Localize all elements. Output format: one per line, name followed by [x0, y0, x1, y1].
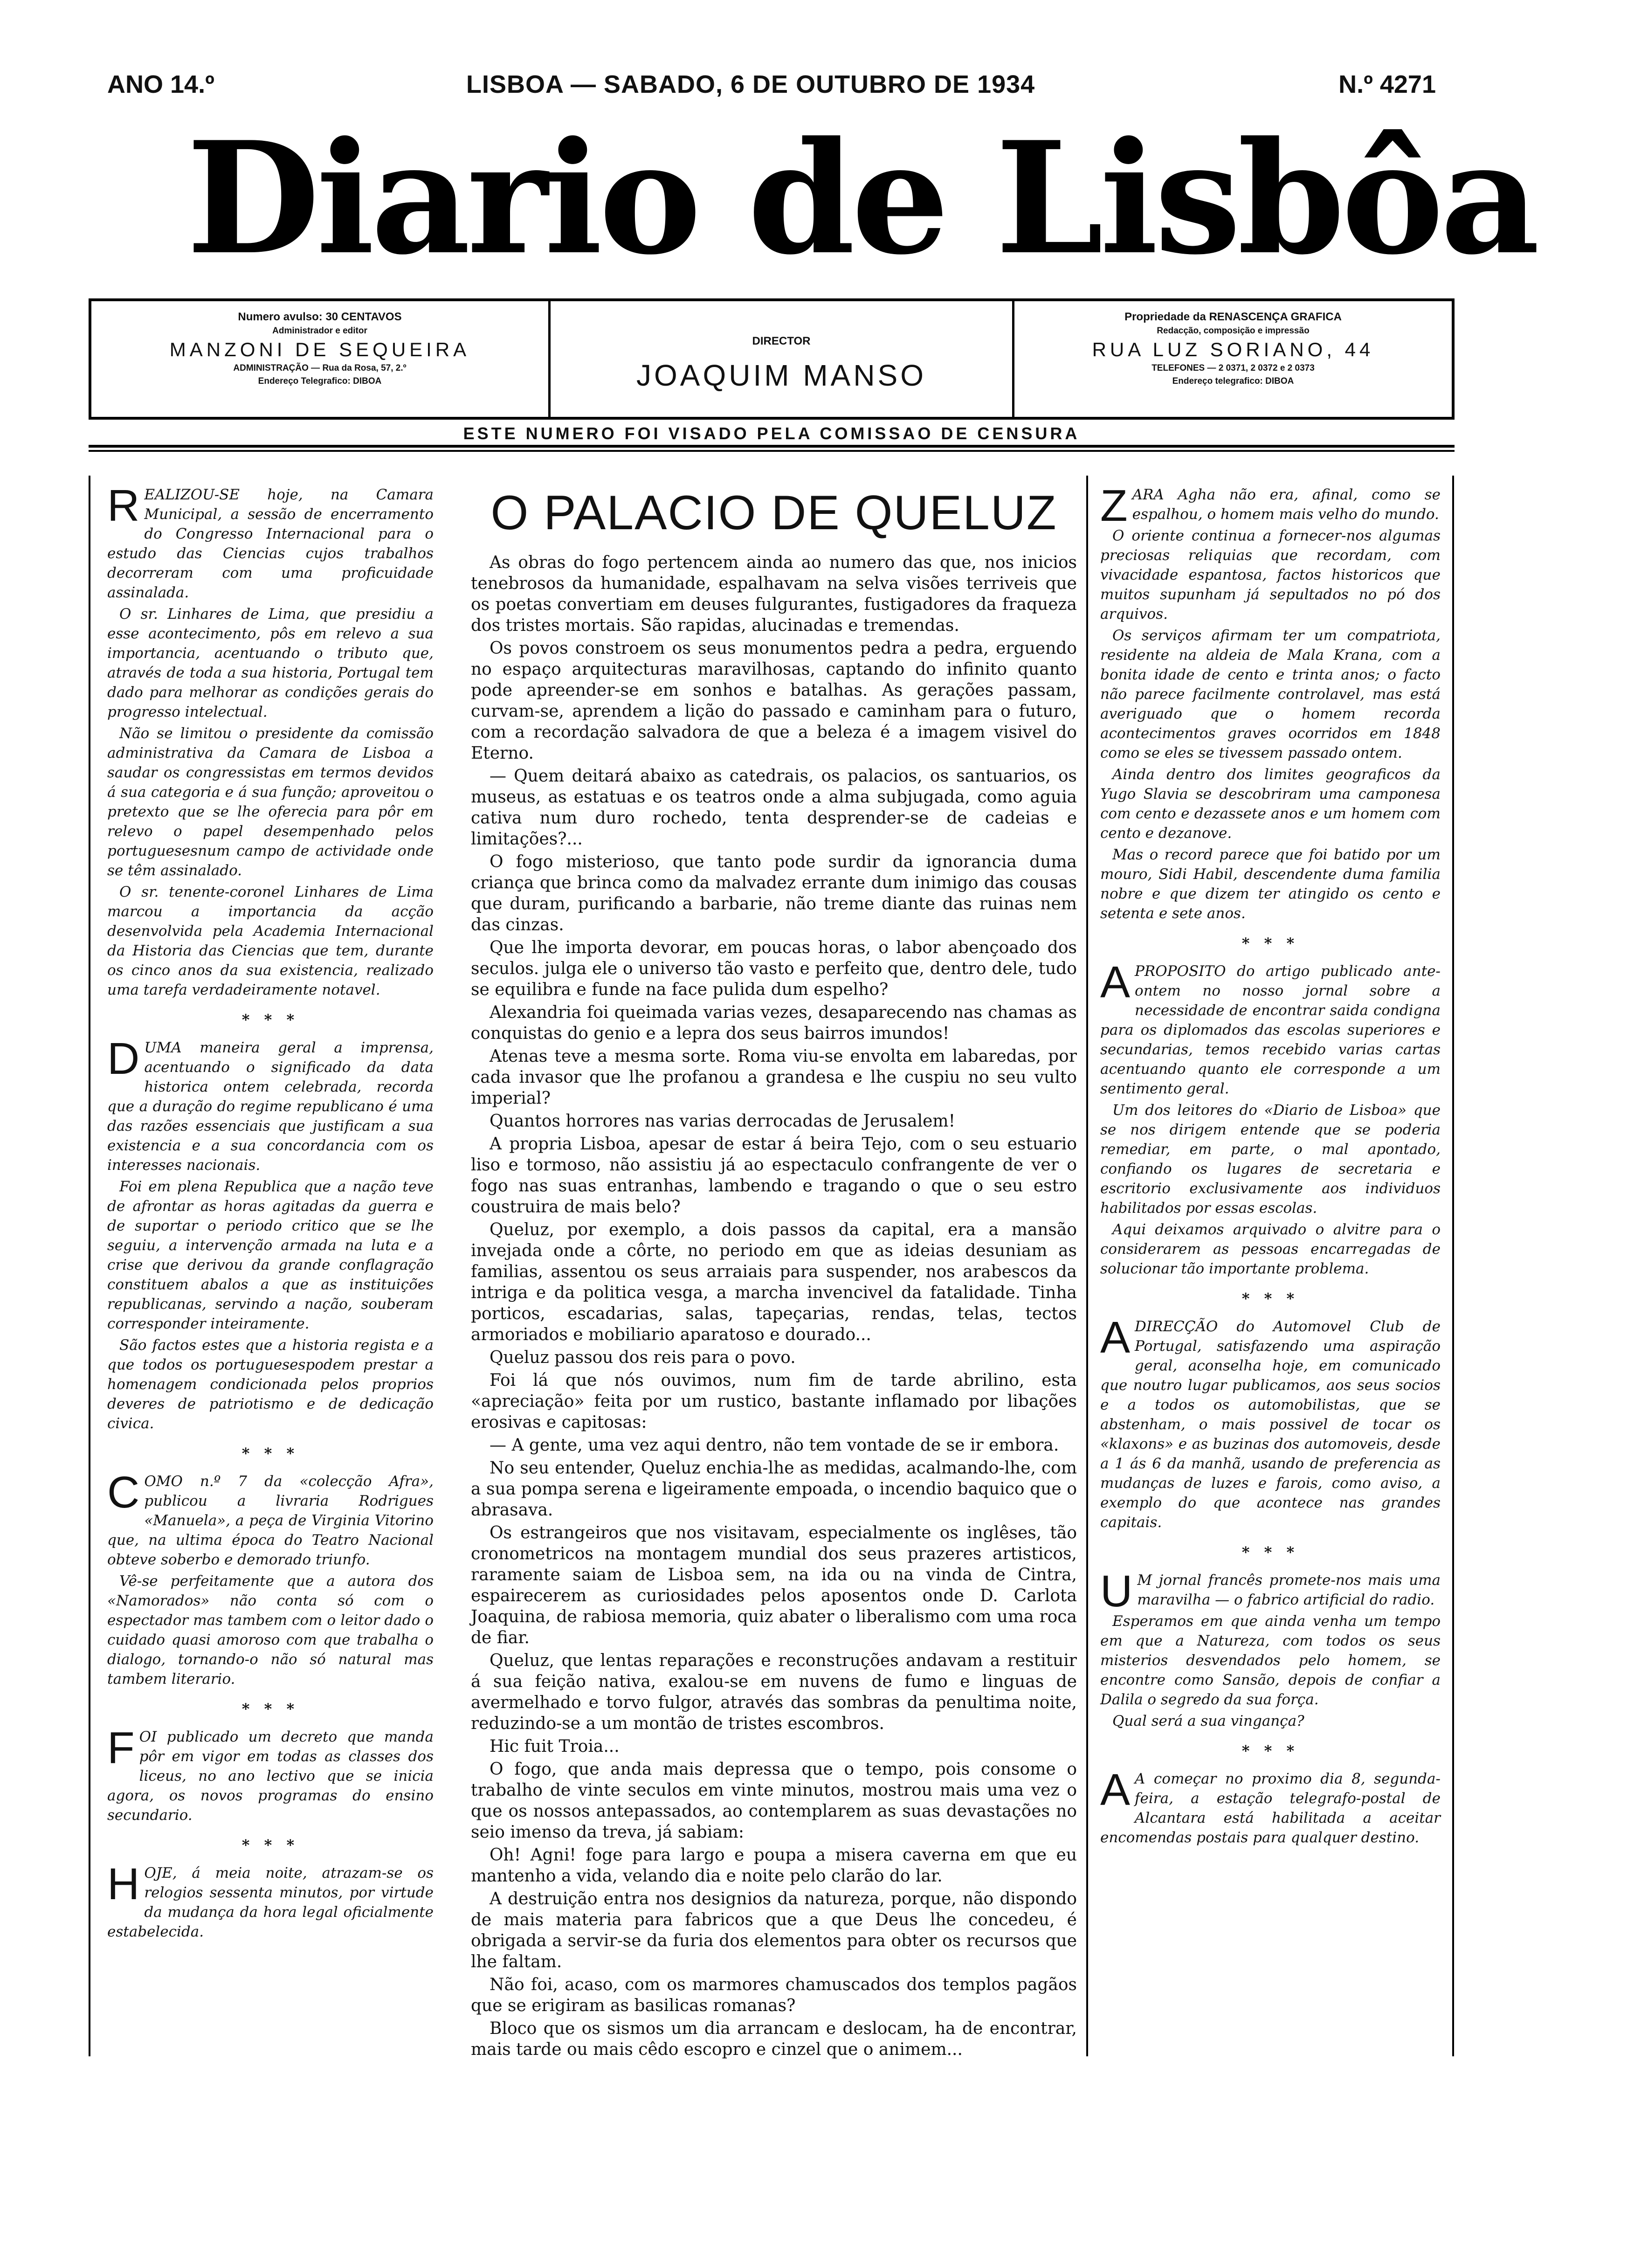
drop-cap: F [107, 1723, 135, 1773]
news-item-lead [107, 481, 434, 602]
drop-cap: C [107, 1467, 140, 1517]
drop-cap: R [107, 481, 140, 531]
news-item-paragraph: Um dos leitores do «Diario de Lisboa» que se nos dirigem entende que se poderia remediar, em parte, o mal apontado, confiando os lugares de secretaria e escritorio exclusivamente aos individuos habilitados por essas escolas. [1100, 1102, 1441, 1217]
news-item-lead [107, 1467, 434, 1570]
news-item [1100, 481, 1441, 923]
article-paragraph: Os estrangeiros que nos visitavam, especialmente os inglêses, tão cronometricos na montagem mundial dos seus prazeres artisticos, raramente saiam de Lisboa sem, na ida ou na vinda de Cintra, espairecerem as curiosidades pelos aposentos onde D. Carlota Joaquina, de rabiosa memoria, quiz abater o liberalismo com uma roca de fiar. [471, 1523, 1077, 1647]
masthead-title: Diario de Lisbôa [186, 108, 1537, 289]
news-item-text: OJE, á meia noite, atrazam-se os relogios sessenta minutos, por virtude da mudança da hora legal oficialmente estabelecida. [107, 1865, 434, 1940]
article-paragraph: Queluz, que lentas reparações e reconstruções andavam a restituir á sua feição nativa, exalou-se em nuvens de fumo e linguas de avermelhado e torvo fulgor, através das sombras da penultima noite, reduzindo-se a um montão de tristes escombros. [471, 1651, 1077, 1733]
article-body [471, 552, 1077, 2060]
censorship-notice: ESTE NUMERO FOI VISADO PELA COMISSAO DE CENSURA [89, 420, 1455, 448]
news-item-lead [107, 1859, 434, 1942]
top-line [107, 70, 1436, 107]
news-item [107, 1467, 434, 1689]
article-paragraph: Quantos horrores nas varias derrocadas de Jerusalem! [490, 1112, 956, 1131]
news-item [107, 481, 434, 1000]
redaction-address: RUA LUZ SORIANO, 44 [1092, 339, 1374, 360]
admin-address: ADMINISTRAÇÃO — Rua da Rosa, 57, 2.º [233, 363, 407, 373]
news-item-text: OI publicado um decreto que manda pôr em vigor em todas as classes dos liceus, no ano lectivo que se inicia agora, os novos programas do ensino secundario. [107, 1729, 434, 1824]
news-item-paragraph: Qual será a sua vingança? [1112, 1713, 1304, 1729]
drop-cap: Z [1100, 481, 1128, 531]
news-item-text: EALIZOU-SE hoje, na Camara Municipal, a sessão de encerramento do Congresso Internacional para o estudo das Ciencias cujos trabalhos decorreram com uma proficuidade assinalada. [107, 486, 434, 601]
news-item-lead [1100, 957, 1441, 1099]
article-paragraph: Que lhe importa devorar, em poucas horas, o labor abençoado dos seculos. julga ele o universo tão vasto e perfeito que, dentro dele, tudo se equilibra e funde na face pulida dum espelho? [471, 938, 1077, 999]
info-right [1014, 301, 1452, 417]
admin-role: Administrador e editor [272, 326, 367, 336]
separator-stars: * * * [1241, 1742, 1299, 1760]
news-item [1100, 957, 1441, 1279]
separator-stars: * * * [1241, 934, 1299, 952]
news-item-paragraph: Ainda dentro dos limites geograficos da Yugo Slavia se descobriram uma camponesa com cento e dezassete anos e um homem com cento e dezanove. [1100, 766, 1441, 842]
news-item [107, 1034, 434, 1433]
info-box [89, 298, 1455, 420]
top-rule [89, 450, 1455, 452]
article-paragraph: O fogo, que anda mais depressa que o tempo, pois consome o trabalho de vinte seculos em vinte minutos, mostrou mais uma vez o que os nossos antepassados, ao contemplarem as suas devastações no seio imenso da treva, já sabiam: [471, 1760, 1077, 1842]
info-center [548, 301, 1014, 417]
article-paragraph: — A gente, uma vez aqui dentro, não tem vontade de se ir embora. [490, 1436, 1059, 1455]
price-line: Numero avulso: 30 CENTAVOS [238, 311, 402, 323]
drop-cap: D [107, 1034, 140, 1084]
news-item-paragraph: Aqui deixamos arquivado o alvitre para o considerarem as pessoas encarregadas de solucionar tão importante problema. [1100, 1221, 1441, 1277]
news-item [1100, 1566, 1441, 1731]
issue-number: N.º 4271 [1338, 70, 1436, 98]
news-item-paragraph: O oriente continua a fornecer-nos algumas preciosas reliquias que recordam, com vivacidade espantosa, factos historicos que muitos supunham já sepultados no pó dos arquivos. [1100, 527, 1441, 622]
news-item [107, 1723, 434, 1825]
news-item-text: PROPOSITO do artigo publicado ante-ontem no nosso jornal sobre a necessidade de encontrar saida condigna para os diplomados das escolas superiores e secundarias, temos recebido varias cartas acentuando quanto ele corresponde a um sentimento geral. [1100, 963, 1441, 1097]
news-item-text: M jornal francês promete-nos mais uma maravilha — o fabrico artificial do radio. [1137, 1572, 1441, 1608]
news-item-paragraph: Mas o record parece que foi batido por um mouro, Sidi Habil, descendente duma familia nobre e que dizem ter atingido os cento e setenta e sete anos. [1100, 846, 1441, 922]
news-item-lead [1100, 481, 1441, 531]
news-item-text: ARA Agha não era, afinal, como se espalhou, o homem mais velho do mundo. [1132, 486, 1441, 523]
article-paragraph: A propria Lisboa, apesar de estar á beira Tejo, com o seu estuario liso e tormoso, não assistiu já ao espectaculo confrangente de ver o fogo nas suas entranhas, lambendo e tragando o que o seu estro coustruira de mais belo? [471, 1134, 1077, 1217]
news-item-lead [107, 1034, 434, 1175]
news-item-paragraph: Os serviços afirmam ter um compatriota, residente na aldeia de Mala Krana, com a bonita idade de cento e trinta anos; o facto não parece facilmente controlavel, mas está averiguado que o homem recorda acontecimentos graves ocorridos em 1848 como se eles se tivessem passado ontem. [1100, 627, 1441, 761]
admin-telegraph: Endereço Telegrafico: DIBOA [258, 376, 382, 386]
news-item-paragraph: O sr. Linhares de Lima, que presidiu a esse acontecimento, pôs em relevo a sua importancia, acentuando o tributo que, através de toda a sua historia, Portugal tem dado para melhorar as condições gerais do progresso intelectual. [107, 606, 434, 720]
article-headline: O PALACIO DE QUELUZ [490, 486, 1057, 540]
article-paragraph: A destruição entra nos designios da natureza, porque, não dispondo de mais materia para fabricos que a que Deus lhe concedeu, é obrigada a servir-se da furia dos elementos para obter os recursos que lhe faltam. [471, 1889, 1077, 1971]
article-paragraph: Oh! Agni! foge para largo e poupa a misera caverna em que eu mantenho a vida, velando dia e noite pelo clarão do lar. [471, 1846, 1077, 1886]
news-item-paragraph: Foi em plena Republica que a nação teve de afrontar as horas agitadas da guerra e de suportar o periodo critico que se lhe seguiu, a intervenção armada na luta e a crise que derivou da grande conflagração constituem abalos a que as instituições republicanas, servindo a nação, souberam corresponder inteiramente. [107, 1178, 434, 1332]
news-item-lead [1100, 1313, 1441, 1532]
director-name: JOAQUIM MANSO [636, 359, 927, 392]
director-label: DIRECTOR [752, 335, 811, 347]
date-line: LISBOA — SABADO, 6 DE OUTUBRO DE 1934 [466, 70, 1035, 98]
news-item-text: DIRECÇÃO do Automovel Club de Portugal, satisfazendo uma aspiração geral, aconselha hoje, em comunicado que noutro lugar publicamos, aos seus socios e a todos os automobilistas, que se abstenham, o mais possivel de tocar os «klaxons» e as buzinas dos automoveis, desde a 1 ás 6 da manhã, usando de preferencia as mudanças de luzes e farois, como aviso, a exemplo do que acontece nas grandes capitais. [1100, 1318, 1441, 1531]
admin-name: MANZONI DE SEQUEIRA [169, 339, 470, 360]
news-item-lead [1100, 1566, 1441, 1616]
separator-stars: * * * [241, 1445, 299, 1462]
column-rule-edge [1452, 476, 1454, 2056]
drop-cap: A [1100, 1313, 1131, 1362]
article-paragraph: No seu entender, Queluz enchia-lhe as medidas, acalmando-lhe, com a sua pompa serena e ligeiramente empoada, o incendio baquico que o abrasava. [471, 1459, 1077, 1520]
separator-stars: * * * [241, 1011, 299, 1029]
article-paragraph: As obras do fogo pertencem ainda ao numero das que, nos inicios tenebrosos da humanidade, espalhavam na selva visões terriveis que os poetas convertiam em deuses fulgurantes, fustigadores da fraqueza dos tristes mortais. São rapidas, alucinadas e tremendas. [471, 553, 1077, 635]
left-column [107, 481, 434, 1952]
info-left [91, 301, 548, 417]
year-label: ANO 14.º [107, 70, 214, 98]
news-item-lead [107, 1723, 434, 1825]
article-paragraph: Alexandria foi queimada varias vezes, desaparecendo nas chamas as conquistas do genio e a lepra dos seus bairros imundos! [471, 1003, 1077, 1043]
owner-line: Propriedade da RENASCENÇA GRAFICA [1124, 311, 1342, 323]
article-paragraph: Atenas teve a mesma sorte. Roma viu-se envolta em labaredas, por cada invasor que lhe profanou a grandesa e lhe cuspiu no seu vulto imperial? [471, 1047, 1077, 1108]
news-item-paragraph: Esperamos em que ainda venha um tempo em que a Natureza, com todos os seus misterios desvendados pelo homem, se encontre como Sansão, depois de confiar a Dalila o segredo da sua força. [1100, 1613, 1441, 1708]
news-item-text: A começar no proximo dia 8, segunda-feira, a estação telegrafo-postal de Alcantara está habilitada a aceitar encomendas postais para qualquer destino. [1100, 1770, 1441, 1846]
article-paragraph: Queluz passou dos reis para o povo. [490, 1348, 796, 1367]
right-column [1100, 481, 1441, 1858]
column-rule-left [89, 476, 90, 2056]
article-paragraph: Hic fuit Troia... [490, 1737, 620, 1756]
news-item [1100, 1313, 1441, 1532]
news-item-paragraph: Não se limitou o presidente da comissão administrativa da Camara de Lisboa a saudar os congressistas em termos devidos á sua categoria e á sua função; aproveitou o pretexto que se lhe oferecia para pôr em relevo o papel desempenhado pelos portuguesesnum campo de actividade onde se têm assinalado. [107, 725, 434, 879]
separator-stars: * * * [1241, 1543, 1299, 1561]
right-telegraph: Endereço telegrafico: DIBOA [1172, 376, 1294, 386]
column-rule-right [1086, 476, 1088, 2056]
news-item-paragraph: O sr. tenente-coronel Linhares de Lima marcou a importancia da acção desenvolvida pela Academia Internacional da Historia das Ciencias que tem, durante os cinco anos da sua existencia, realizado uma tarefa verdadeiramente notavel. [107, 884, 434, 998]
drop-cap: U [1100, 1566, 1133, 1616]
article-paragraph: Os povos constroem os seus monumentos pedra a pedra, erguendo no espaço arquitecturas maravilhosas, captando do infinito quanto pode apreender-se em sonhos e batalhas. As gerações passam, curvam-se, aprendem a lição do passado e caminham para o futuro, com a recordação salvadora de que a beleza é a imagem visivel do Eterno. [471, 639, 1077, 763]
drop-cap: A [1100, 1765, 1131, 1815]
article-paragraph: Não foi, acaso, com os marmores chamuscados dos templos pagãos que se erigiram as basilicas romanas? [471, 1975, 1077, 2015]
article-paragraph: — Quem deitará abaixo as catedrais, os palacios, os santuarios, os museus, as estatuas e os teatros onde a alma subjugada, como aguia cativa num duro rochedo, tenta desprender-se de cadeias e limitações?... [471, 767, 1077, 849]
news-item [107, 1859, 434, 1942]
center-column [471, 485, 1077, 2062]
drop-cap: A [1100, 957, 1131, 1007]
news-item-lead [1100, 1765, 1441, 1847]
news-item [1100, 1765, 1441, 1847]
news-item-paragraph: Vê-se perfeitamente que a autora dos «Namorados» não conta só com o espectador mas tambem com o leitor dado o cuidado quasi amoroso com que trabalha o dialogo, tornando-o não só natural mas tambem literario. [107, 1573, 434, 1687]
article-paragraph: Bloco que os sismos um dia arrancam e deslocam, ha de encontrar, mais tarde ou mais cêdo escopro e cinzel que o animem... [471, 2019, 1077, 2059]
drop-cap: H [107, 1859, 140, 1909]
article-paragraph: Queluz, por exemplo, a dois passos da capital, era a mansão invejada onde a côrte, no periodo em que as ideias desuniam as familias, assentou os seus arraiais para suspender, nos arabescos da intriga e da politica vesga, a marcha invencivel da fatalidade. Tinha porticos, escadarias, salas, tapeçarias, rendas, telas, tectos armoriados e mobiliario aparatoso e dourado... [471, 1220, 1077, 1344]
separator-stars: * * * [241, 1700, 299, 1718]
news-item-text: OMO n.º 7 da «colecção Afra», publicou a livraria Rodrigues «Manuela», a peça de Virginia Vitorino que, na ultima época do Teatro Nacional obteve soberbo e demorado triunfo. [107, 1473, 434, 1568]
separator-stars: * * * [241, 1836, 299, 1854]
article-paragraph: O fogo misterioso, que tanto pode surdir da ignorancia duma criança que brinca como da malvadez errante dum inimigo das cousas que duram, purificando a barbarie, não treme diante das ruinas nem das cinzas. [471, 852, 1077, 934]
redaction-role: Redacção, composição e impressão [1157, 326, 1310, 336]
news-item-paragraph: São factos estes que a historia regista e a que todos os portuguesespodem prestar a homenagem condicionada pelos proprios deveres de patriotismo e de dedicação civica. [107, 1337, 434, 1432]
phones-line: TELEFONES — 2 0371, 2 0372 e 2 0373 [1151, 363, 1315, 373]
article-paragraph: Foi lá que nós ouvimos, num fim de tarde abrilino, esta «apreciação» feita por um rustico, bastante inflamado por libações erosivas e capitosas: [471, 1371, 1077, 1432]
news-item-text: UMA maneira geral a imprensa, acentuando o significado da data historica ontem celebrada, recorda que a duração do regime republicano é uma das razões essenciais que justificam a sua existencia e a sua concordancia com os interesses nacionais. [107, 1039, 434, 1174]
separator-stars: * * * [1241, 1290, 1299, 1307]
